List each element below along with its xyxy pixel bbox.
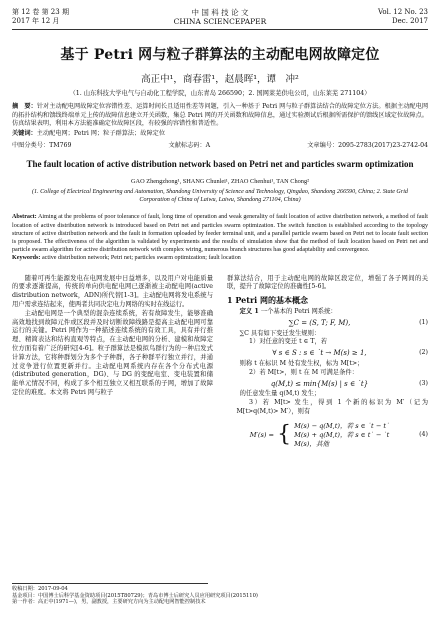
abstract-cn [12, 103, 428, 129]
first-author: 第一作者：高正中(1971—)，男，副教授，主要研究方向为主动配电网智能控制技术 [12, 599, 206, 606]
equation-1 [227, 319, 428, 328]
intro-paragraph-2: 主动配电网是一个典型的混杂连续系统，若有故障发生，能够准确高效地找到故障元件或区段并及时切断故障线路是提高主动配电网可靠运行的关键。Petri 网作为一种描述连续系统的有效工具，具有并行推理、精简表达和结构直观等特点，在主动配电网的分析、建模和故障定位方面有着广泛的研究[4-6]。粒子群算法是模拟鸟群行为的一种启发式计算方法，它将种群划分为多个子种群，各子种群平行独立并行，并通过竞争进行位置更新并行。主动配电网系统内存在各个分布式电源(distributed generation，DG)、与 DG 的变配电室、变电装置和储能单元情况不同，构成了多个相互独立又相互联系的子网，增加了故障定位的难度。本文将 Petri 网与粒子 [12, 309, 213, 396]
case-1: M(s) − q(M,t)，若 s ∈ ˙t − t˙ [294, 421, 390, 430]
equation-1-number: (1) [419, 318, 428, 326]
classification-line [12, 140, 428, 149]
abstract-en [12, 213, 428, 254]
left-brace: { [277, 422, 292, 448]
definition-text: 一个基本的 Petri 网系统： [260, 307, 337, 315]
affiliation-en: (1. College of Electrical Engineering and Automation, Shandong University of Science and Technology, Qingdao, Shandong 266590, China; 2. State Grid Corporation of China of Laiwu, Laiwu, Shandong 271104, China) [32, 189, 408, 204]
affiliation-cn: （1. 山东科技大学电气与自动化工程学院，山东青岛 266590；2. 国网莱芜供电公司，山东莱芜 271104） [69, 90, 371, 97]
authors-en: GAO Zhengzhong¹, SHANG Chunlei¹, ZHAO Chenhui¹, TAN Chong² [131, 178, 309, 186]
volume-issue-cn: 第 12 卷 第 23 期 [12, 8, 69, 16]
header-center [174, 8, 267, 26]
date-en: Dec. 2017 [392, 17, 428, 25]
authors-cn: 高正中¹，商春雷¹，赵晨晖¹，谭 冲² [141, 74, 299, 85]
date-cn: 2017 年 12 月 [12, 17, 60, 25]
section-heading: 1 Petri 网的基本概念 [227, 295, 308, 306]
header-right [266, 8, 428, 26]
equation-4 [227, 419, 428, 452]
header-left [12, 8, 174, 26]
abstract-cn-label: 摘 要： [12, 103, 37, 110]
equation-4-number: (4) [419, 430, 428, 438]
case-2: M(s) + q(M,t)，若 s ∈ t˙ − ˙t [294, 430, 390, 439]
rule-1-conclusion: 则称 t 在标识 M 处有发生权，标为 M[t>； [239, 359, 364, 367]
definition-label: 定义 1 [239, 307, 259, 315]
paper-title-cn: 基于 Petri 网与粒子群算法的主动配电网故障定位 [60, 47, 380, 63]
left-column [12, 275, 213, 454]
keywords-en [12, 254, 428, 262]
keywords-en-label: Keywords: [12, 255, 41, 262]
equation-3 [227, 380, 428, 389]
intro-continuation: 群算法结合，用于主动配电网的故障区段定位，增强了各子网间的关联，提升了故障定位的准确性[5-6]。 [227, 274, 428, 291]
clc-number: 中图分类号：TM769 [12, 142, 72, 150]
right-column [227, 275, 428, 454]
equation-3-number: (3) [419, 379, 428, 387]
received-date: 收稿日期：2017-09-04 [12, 586, 68, 592]
article-number: 文章编号：2095-2783(2017)23-2742-04 [307, 142, 428, 150]
rule-1: 1）对任意的变迁 t ∈ T，若 [249, 338, 328, 346]
running-header [12, 8, 428, 26]
journal-name-en: CHINA SCIENCEPAPER [173, 17, 267, 26]
abstract-en-text: Aiming at the problems of poor tolerance of fault, long time of operation and weak generality of fault location of active distribution network, a method of fault location of active distribution network is introduced based on Petri net and particles swarm optimization. The switch function is established according to the topology structure of active distribution network and the fault in formation uploaded by feeder terminal unit, and a parallel particle swarm based on Petri net to locate fault section is proposed. The effectiveness of the algorithm is validated by experiments and the results of simulation show that the method of fault location based on Petri net and particle swarm algorithm for active distribution network with complex wiring, numerous branch structures has good adaptability and convergence. [12, 214, 428, 254]
equation-3-formula: q(M,t) ≤ min{M(s) | s ∈ ˙t} [270, 379, 369, 388]
body-columns [12, 275, 428, 454]
case-3: M(s)，其他 [294, 439, 330, 448]
footnote [12, 583, 258, 606]
equation-2-number: (2) [419, 349, 428, 357]
keywords-cn [12, 130, 428, 139]
equation-2-formula: ∀ s ∈ S : s ∈ ˙t → M(s) ≥ 1, [272, 349, 367, 358]
intro-paragraph-1: 随着可再生能源发电在电网发展中日益增多，以及用户对电能质量的要求逐渐提高，传统的单向供电配电网已逐渐被主动配电网(active distribution network，ADN)所代替[1-3]。主动配电网将发电系统与用户需求连结起来，使两者共同决定电力网络的实时在线运行。 [12, 274, 213, 308]
volume-issue-en: Vol. 12 No. 23 [377, 8, 428, 16]
rule-intro: ∑C 具有如下变迁发生规则： [239, 329, 321, 337]
equation-1-formula: ∑C = (S, T; F, M), [288, 318, 351, 327]
equation-4-piecewise [227, 422, 412, 449]
keywords-cn-text: 主动配电网；Petri 网；粒子群算法；故障定位 [36, 129, 166, 137]
keywords-cn-label: 关键词： [12, 129, 37, 137]
equation-4-lhs: M′(s) = [249, 430, 275, 439]
header-rule [12, 29, 428, 30]
rule-2: 2）若 M[t>，则 t 在 M 可满足条件： [249, 368, 358, 376]
rule-2-conclusion: 的任意发生量 q(M,t) 发生； [239, 390, 321, 398]
keywords-en-text: active distribution network; Petri net; particles swarm optimization; fault location [41, 255, 241, 262]
equation-4-cases [294, 422, 389, 449]
definition-1 [227, 308, 428, 317]
journal-name-cn: 中 国 科 技 论 文 [191, 8, 249, 17]
paper-title-en: The fault location of active distribution network based on Petri net and particles swarm optimization [26, 159, 414, 170]
funding: 基金项目：中国博士后科学基金资助项目(2015T80729)；青岛市博士后研究人员应用研究项目(2015110) [12, 592, 258, 599]
rule-3: 3）若 M[t> 发生，得到 1 个新的标识为 M′（记为 M[t>q(M,t)> M′），则有 [236, 399, 428, 415]
abstract-cn-text: 针对主动配电网故障定位容错性差、运算时间长且适用性差等问题，引入一种基于 Petri 网与粒子群算法结合的故障定位方法。根据主动配电网的拓扑结构和馈线终端单元上传的故障信息建立开关函数，集总 Petri 网的开关函数和故障信息，通过实验测试后根据所需保护的馈线区域定位故障点。仿真结果表明，利用本方法能准确定位故障区段，有较强的容错性和普适性。 [12, 103, 429, 128]
abstract-en-label: Abstract: [12, 214, 37, 221]
equation-2 [227, 349, 428, 358]
document-code: 文献标志码：A [168, 142, 211, 150]
